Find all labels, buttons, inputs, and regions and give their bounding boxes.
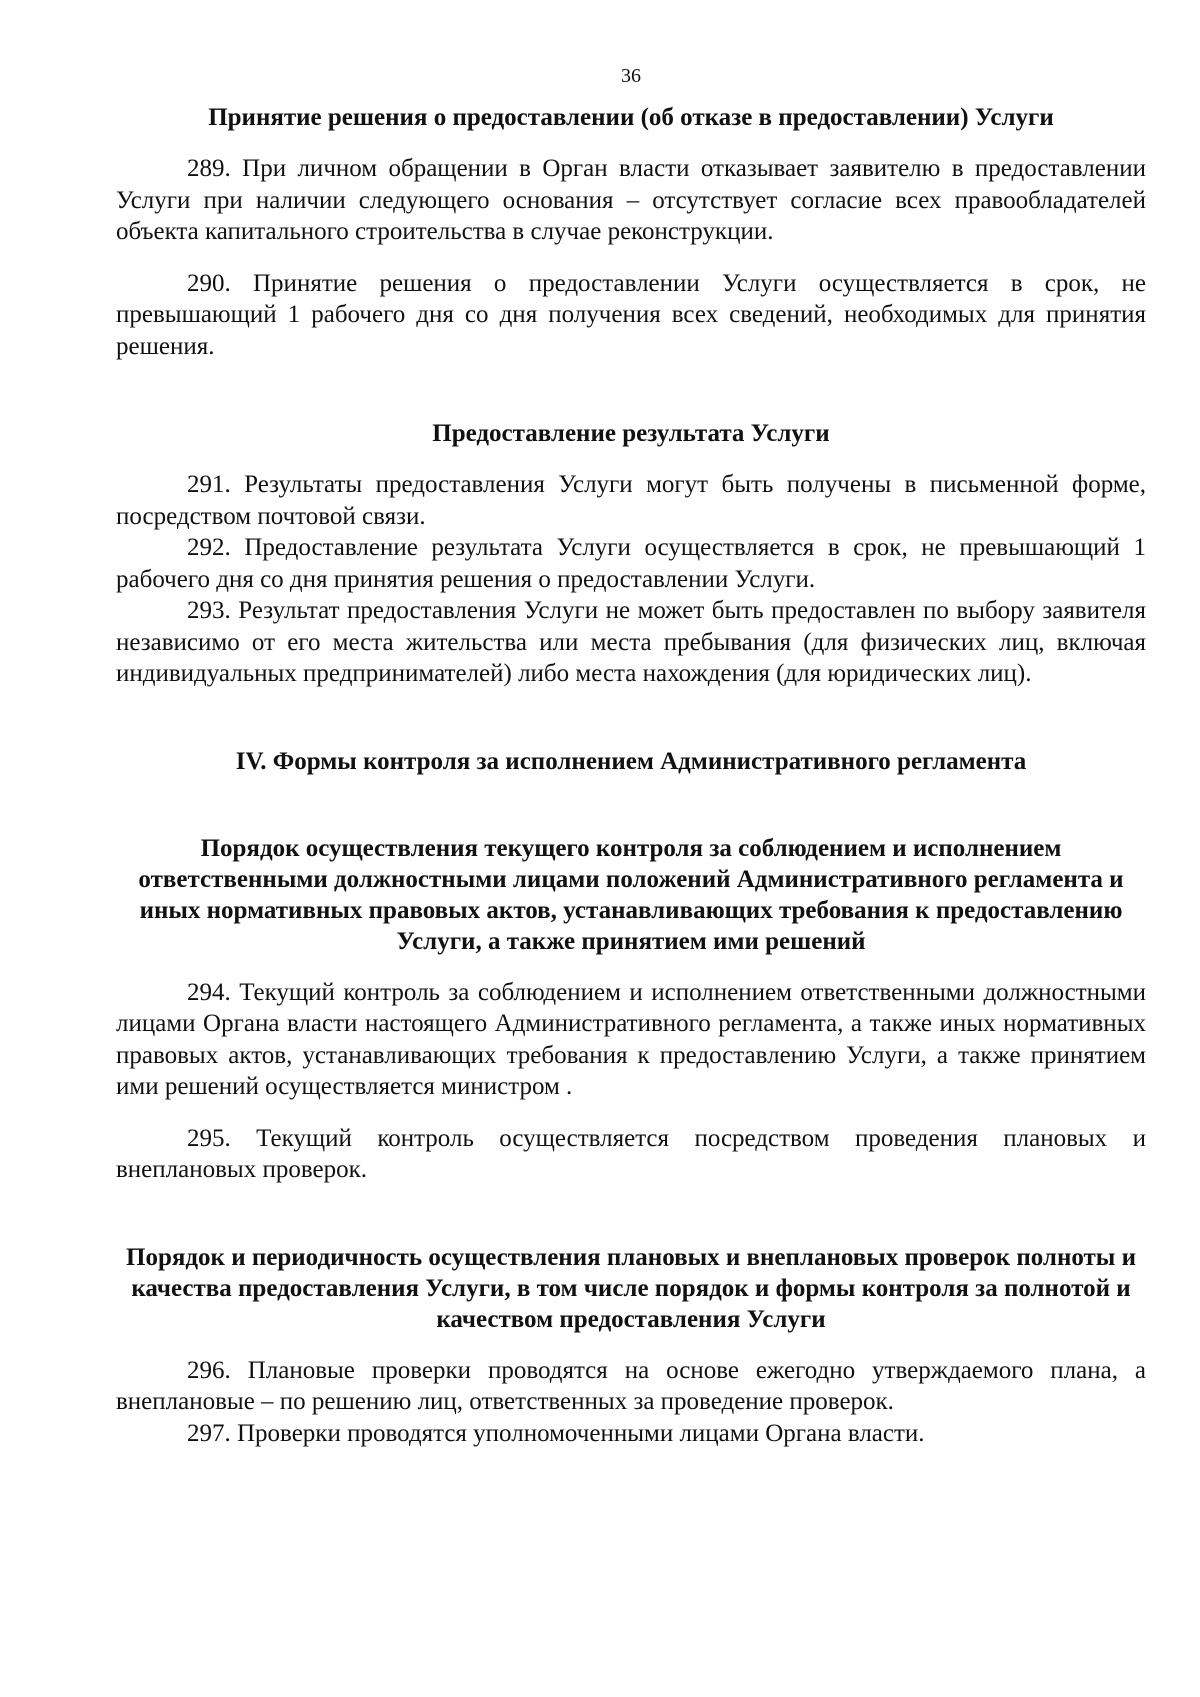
paragraph-290: 290. Принятие решения о предоставлении Услуги осуществляется в срок, не превышающий 1 рабочего дня со дня получения всех сведений, необходимых для принятия решения. <box>116 269 1146 360</box>
document-page <box>116 62 1146 1449</box>
heading-decision: Принятие решения о предоставлении (об отказе в предоставлении) Услуги <box>208 104 1054 131</box>
heading-part-iv: IV. Формы контроля за исполнением Административного регламента <box>235 747 1027 775</box>
paragraph-295: 295. Текущий контроль осуществляется посредством проведения плановых и внеплановых проверок. <box>116 1124 1146 1183</box>
paragraph-289: 289. При личном обращении в Орган власти отказывает заявителю в предоставлении Услуги при наличии следующего основания – отсутствует согласие всех правообладателей объекта капитального строительства в случае реконструкции. <box>116 155 1146 245</box>
paragraph-294: 294. Текущий контроль за соблюдением и исполнением ответственными должностными лицами Органа власти настоящего Административного регламента, а также иных нормативных правовых актов, устанавливающих требования к предоставлению Услуги, а также принятием ими решений осуществляется министром . <box>116 978 1146 1100</box>
paragraph-297: 297. Проверки проводятся уполномоченными лицами Органа власти. <box>187 1419 925 1447</box>
heading-current-control: Порядок осуществления текущего контроля за соблюдением и исполнением ответственными должностными лицами положений Административного регламента и иных нормативных правовых актов, устанавливающих требования к предоставлению Услуги, а также принятием ими решений <box>138 834 1124 955</box>
paragraph-293: 293. Результат предоставления Услуги не может быть предоставлен по выбору заявителя независимо от его места жительства или места пребывания (для физических лиц, включая индивидуальных предпринимателей) либо места нахождения (для юридических лиц). <box>116 597 1146 687</box>
page-number: 36 <box>621 65 641 87</box>
heading-inspections: Порядок и периодичность осуществления плановых и внеплановых проверок полноты и качества предоставления Услуги, в том числе порядок и формы контроля за полнотой и качеством предоставления Услуги <box>126 1243 1136 1333</box>
paragraph-291: 291. Результаты предоставления Услуги могут быть получены в письменной форме, посредством почтовой связи. <box>116 471 1146 530</box>
heading-result: Предоставление результата Услуги <box>432 420 830 447</box>
paragraph-296: 296. Плановые проверки проводятся на основе ежегодно утверждаемого плана, а внеплановые – по решению лиц, ответственных за проведение проверок. <box>116 1356 1146 1415</box>
paragraph-292: 292. Предоставление результата Услуги осуществляется в срок, не превышающий 1 рабочего дня со дня принятия решения о предоставлении Услуги. <box>116 534 1146 593</box>
